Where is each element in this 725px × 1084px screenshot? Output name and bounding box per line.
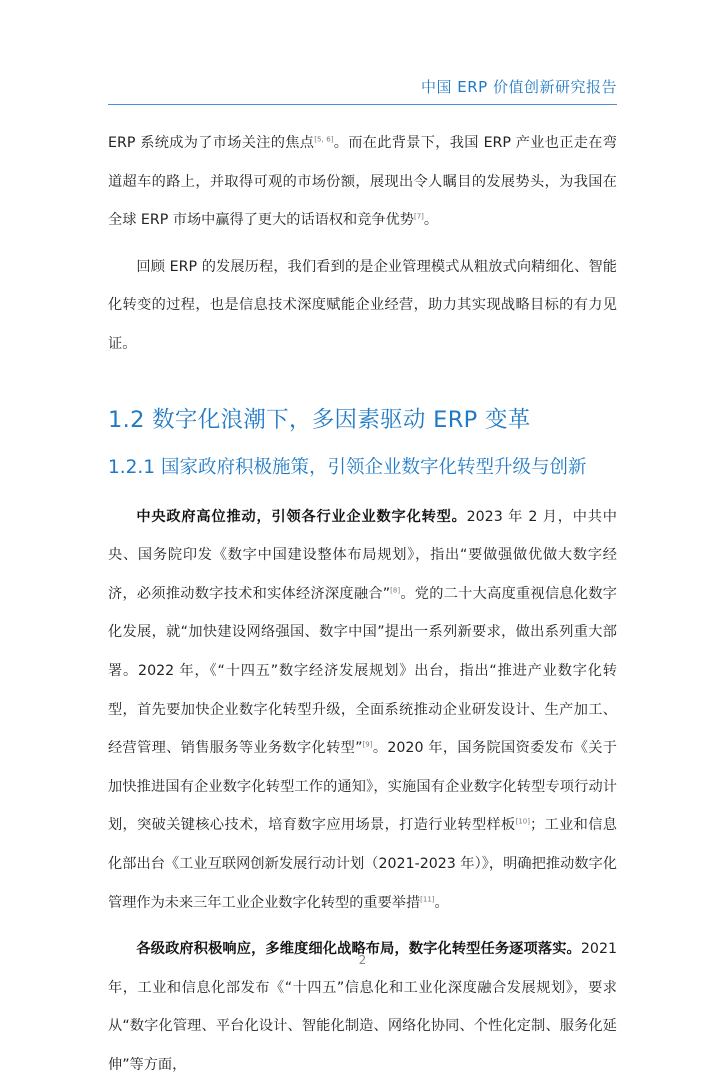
header-rule <box>108 104 617 105</box>
paragraph-text: 2021 年，工业和信息化部发布《“十四五”信息化和工业化深度融合发展规划》，要求从“数字化管理、平台化设计、智能化制造、网络化协同、个性化定制、服务化延伸”等方面， <box>108 941 617 1073</box>
paragraph-text: 。 <box>434 894 449 911</box>
paragraph-text: 。 <box>423 212 439 229</box>
citation-ref: [9] <box>362 740 373 749</box>
paragraph-text: ERP 系统成为了市场关注的焦点 <box>108 135 315 151</box>
paragraph-lead: 各级政府积极响应，多维度细化战略布局，数字化转型任务逐项落实。 <box>136 941 581 958</box>
citation-ref: [11] <box>420 894 435 903</box>
citation-ref: [10] <box>515 817 530 826</box>
page-number: 2 <box>358 953 367 967</box>
paragraph-erp-history: 回顾 ERP 的发展历程，我们看到的是企业管理模式从粗放式向精细化、智能化转变的过程，也是信息技术深度赋能企业经营，助力其实现战略目标的有力见证。 <box>108 258 617 352</box>
subsection-heading: 1.2.1 国家政府积极施策，引领企业数字化转型升级与创新 <box>108 456 587 478</box>
paragraph-text: 2023 年 2 月，中共中央、国务院印发《数字中国建设整体布局规划》，指出“要做强做优做大数字经济，必须推动数字技术和实体经济深度融合” <box>108 508 617 602</box>
paragraph-lead: 中央政府高位推动，引领各行业企业数字化转型。 <box>136 508 467 525</box>
section-heading: 1.2 数字化浪潮下，多因素驱动 ERP 变革 <box>108 406 531 433</box>
paragraph-text: ；工业和信息化部出台《工业互联网创新发展行动计划（2021-2023 年）》，明确把推动数字化管理作为未来三年工业企业数字化转型的重要举措 <box>108 817 617 911</box>
citation-ref: [5, 6] <box>314 135 334 144</box>
paragraph-central-government <box>108 498 617 923</box>
paragraph-text: 。党的二十大高度重视信息化数字化发展，就“加快建设网络强国、数字中国”提出一系列新要求，做出系列重大部署。2022 年，《“十四五”数字经济发展规划》出台，指出“推进产业数字化转型，首先要加快企业数字化转型升级，全面系统推动企业研发设计、生产加工、经营管理、销售服务等业务数字化转型” <box>108 585 617 757</box>
paragraph-gap <box>108 922 617 930</box>
paragraph-erp-focus <box>108 124 617 240</box>
document-body <box>108 124 617 1084</box>
citation-ref: [8] <box>390 586 401 595</box>
paragraph-gap <box>108 240 617 248</box>
running-header-title: 中国 ERP 价值创新研究报告 <box>421 78 617 96</box>
paragraph-text: 。2020 年，国务院国资委发布《关于加快推进国有企业数字化转型工作的通知》，实施国有企业数字化转型专项行动计划，突破关键核心技术，培育数字应用场景，打造行业转型样板 <box>108 740 617 834</box>
paragraph-text: 。而在此背景下，我国 ERP 产业也正走在弯道超车的路上，并取得可观的市场份额，展现出令人瞩目的发展势头，为我国在全球 ERP 市场中赢得了更大的话语权和竞争优势 <box>108 135 617 229</box>
citation-ref: [7] <box>413 212 424 221</box>
